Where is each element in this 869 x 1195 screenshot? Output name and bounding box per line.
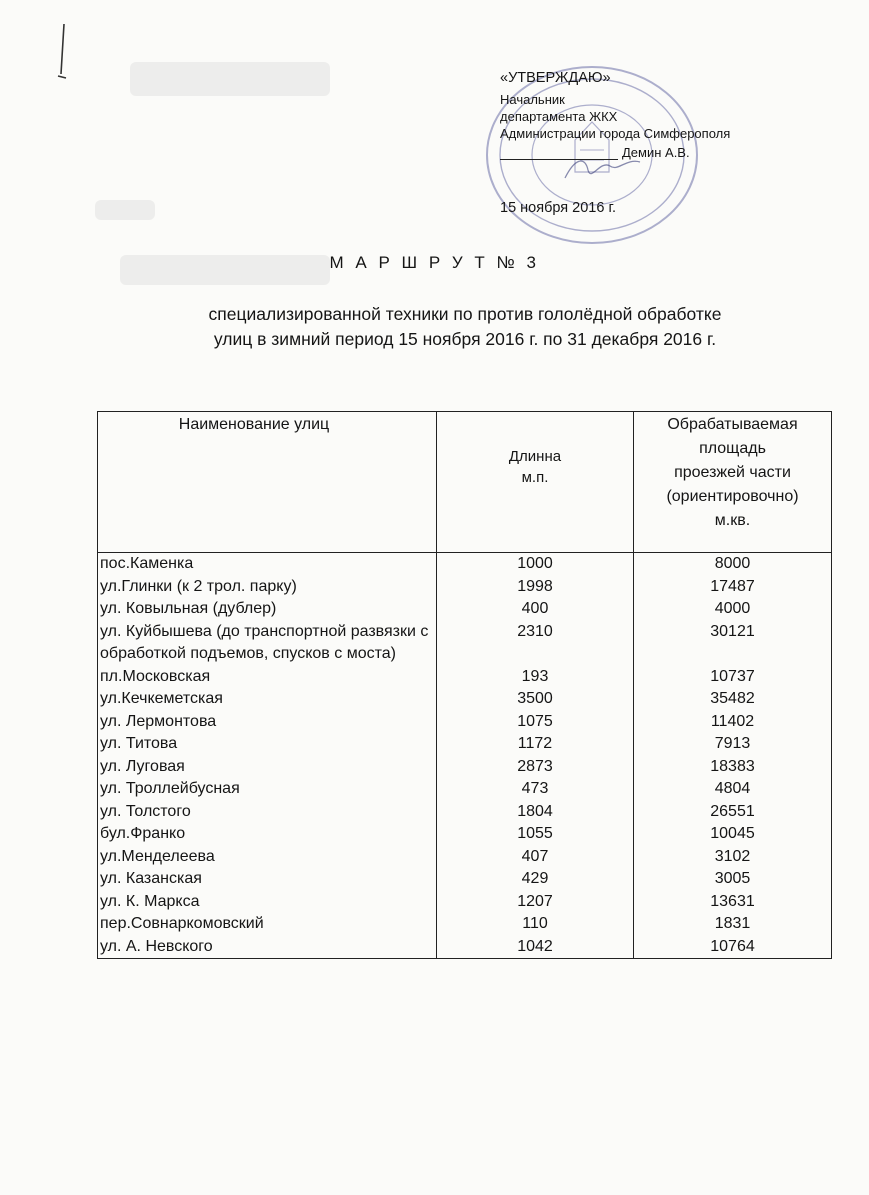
scan-artifact <box>130 62 330 96</box>
table-row <box>98 891 832 914</box>
street-area: 11402 <box>634 711 832 734</box>
street-name: ул.Менделеева <box>98 846 437 869</box>
header-area-line: площадь <box>699 440 766 457</box>
street-area: 18383 <box>634 756 832 779</box>
street-name: ул. Толстого <box>98 801 437 824</box>
street-area: 26551 <box>634 801 832 824</box>
table-row <box>98 688 832 711</box>
street-length: 1172 <box>437 733 634 756</box>
signature-line <box>500 159 618 160</box>
street-length: 1042 <box>437 936 634 959</box>
signatory-name: Демин А.В. <box>622 145 690 160</box>
document-subtitle <box>120 302 810 352</box>
signature-row <box>500 143 830 161</box>
approval-date: 15 ноября 2016 г. <box>500 200 616 216</box>
table-row <box>98 823 832 846</box>
street-name: ул. Казанская <box>98 868 437 891</box>
document-title: М А Р Ш Р У Т № 3 <box>329 253 540 272</box>
street-name: ул. К. Маркса <box>98 891 437 914</box>
approval-heading: «УТВЕРЖДАЮ» <box>500 70 611 86</box>
table-row <box>98 778 832 801</box>
street-name: бул.Франко <box>98 823 437 846</box>
table-row <box>98 846 832 869</box>
header-length <box>437 412 634 553</box>
table-row <box>98 913 832 936</box>
street-area: 4000 <box>634 598 832 621</box>
street-area: 30121 <box>634 621 832 666</box>
street-length: 473 <box>437 778 634 801</box>
pen-mark-icon <box>55 22 69 82</box>
street-name: ул. Куйбышева (до транспортной развязки с обработкой подъемов, спусков с моста) <box>98 621 437 666</box>
street-name: ул. Ковыльная (дублер) <box>98 598 437 621</box>
street-name: ул.Кечкеметская <box>98 688 437 711</box>
street-name: пл.Московская <box>98 666 437 689</box>
table-row <box>98 553 832 576</box>
header-area-line: м.кв. <box>714 512 751 529</box>
table-row <box>98 733 832 756</box>
street-length: 3500 <box>437 688 634 711</box>
street-area: 1831 <box>634 913 832 936</box>
street-length: 1055 <box>437 823 634 846</box>
table-row <box>98 756 832 779</box>
table-row <box>98 801 832 824</box>
street-name: пер.Совнаркомовский <box>98 913 437 936</box>
street-length: 407 <box>437 846 634 869</box>
street-name: ул.Глинки (к 2 трол. парку) <box>98 576 437 599</box>
street-length: 429 <box>437 868 634 891</box>
street-area: 17487 <box>634 576 832 599</box>
street-name: пос.Каменка <box>98 553 437 576</box>
header-area <box>634 412 832 553</box>
street-area: 10045 <box>634 823 832 846</box>
street-area: 35482 <box>634 688 832 711</box>
street-length: 1804 <box>437 801 634 824</box>
street-area: 3102 <box>634 846 832 869</box>
street-name: ул. Титова <box>98 733 437 756</box>
street-area: 4804 <box>634 778 832 801</box>
approval-position-line: Начальник <box>500 92 565 107</box>
header-area-line: Обрабатываемая <box>667 416 798 433</box>
street-length: 1000 <box>437 553 634 576</box>
street-area: 7913 <box>634 733 832 756</box>
header-area-line: проезжей части <box>674 464 791 481</box>
table-row <box>98 598 832 621</box>
street-area: 10764 <box>634 936 832 959</box>
scan-artifact <box>95 200 155 220</box>
routes-table <box>97 411 832 959</box>
table-row <box>98 868 832 891</box>
street-area: 10737 <box>634 666 832 689</box>
table-row <box>98 711 832 734</box>
street-area: 13631 <box>634 891 832 914</box>
approval-administration-line: Администрации города Симферополя <box>500 126 731 141</box>
street-name: ул. Троллейбусная <box>98 778 437 801</box>
table-row <box>98 936 832 959</box>
header-length-line: Длинна <box>508 448 562 465</box>
approval-department-line: департамента ЖКХ <box>500 109 618 124</box>
table-row <box>98 576 832 599</box>
table-row <box>98 621 832 666</box>
street-area: 3005 <box>634 868 832 891</box>
street-length: 2873 <box>437 756 634 779</box>
table-row <box>98 666 832 689</box>
street-length: 1075 <box>437 711 634 734</box>
header-area-line: (ориентировочно) <box>666 488 799 505</box>
header-length-line: м.п. <box>521 469 549 486</box>
table-header-row <box>98 412 832 553</box>
subtitle-line: специализированной техники по против гололёдной обработке <box>208 304 722 324</box>
street-name: ул. Луговая <box>98 756 437 779</box>
street-name: ул. Лермонтова <box>98 711 437 734</box>
street-length: 400 <box>437 598 634 621</box>
approval-block <box>500 70 830 216</box>
street-name: ул. А. Невского <box>98 936 437 959</box>
subtitle-line: улиц в зимний период 15 ноября 2016 г. по 31 декабря 2016 г. <box>213 329 717 349</box>
street-length: 1998 <box>437 576 634 599</box>
street-length: 2310 <box>437 621 634 666</box>
street-area: 8000 <box>634 553 832 576</box>
street-length: 193 <box>437 666 634 689</box>
street-length: 1207 <box>437 891 634 914</box>
street-length: 110 <box>437 913 634 936</box>
header-street: Наименование улиц <box>98 412 437 553</box>
